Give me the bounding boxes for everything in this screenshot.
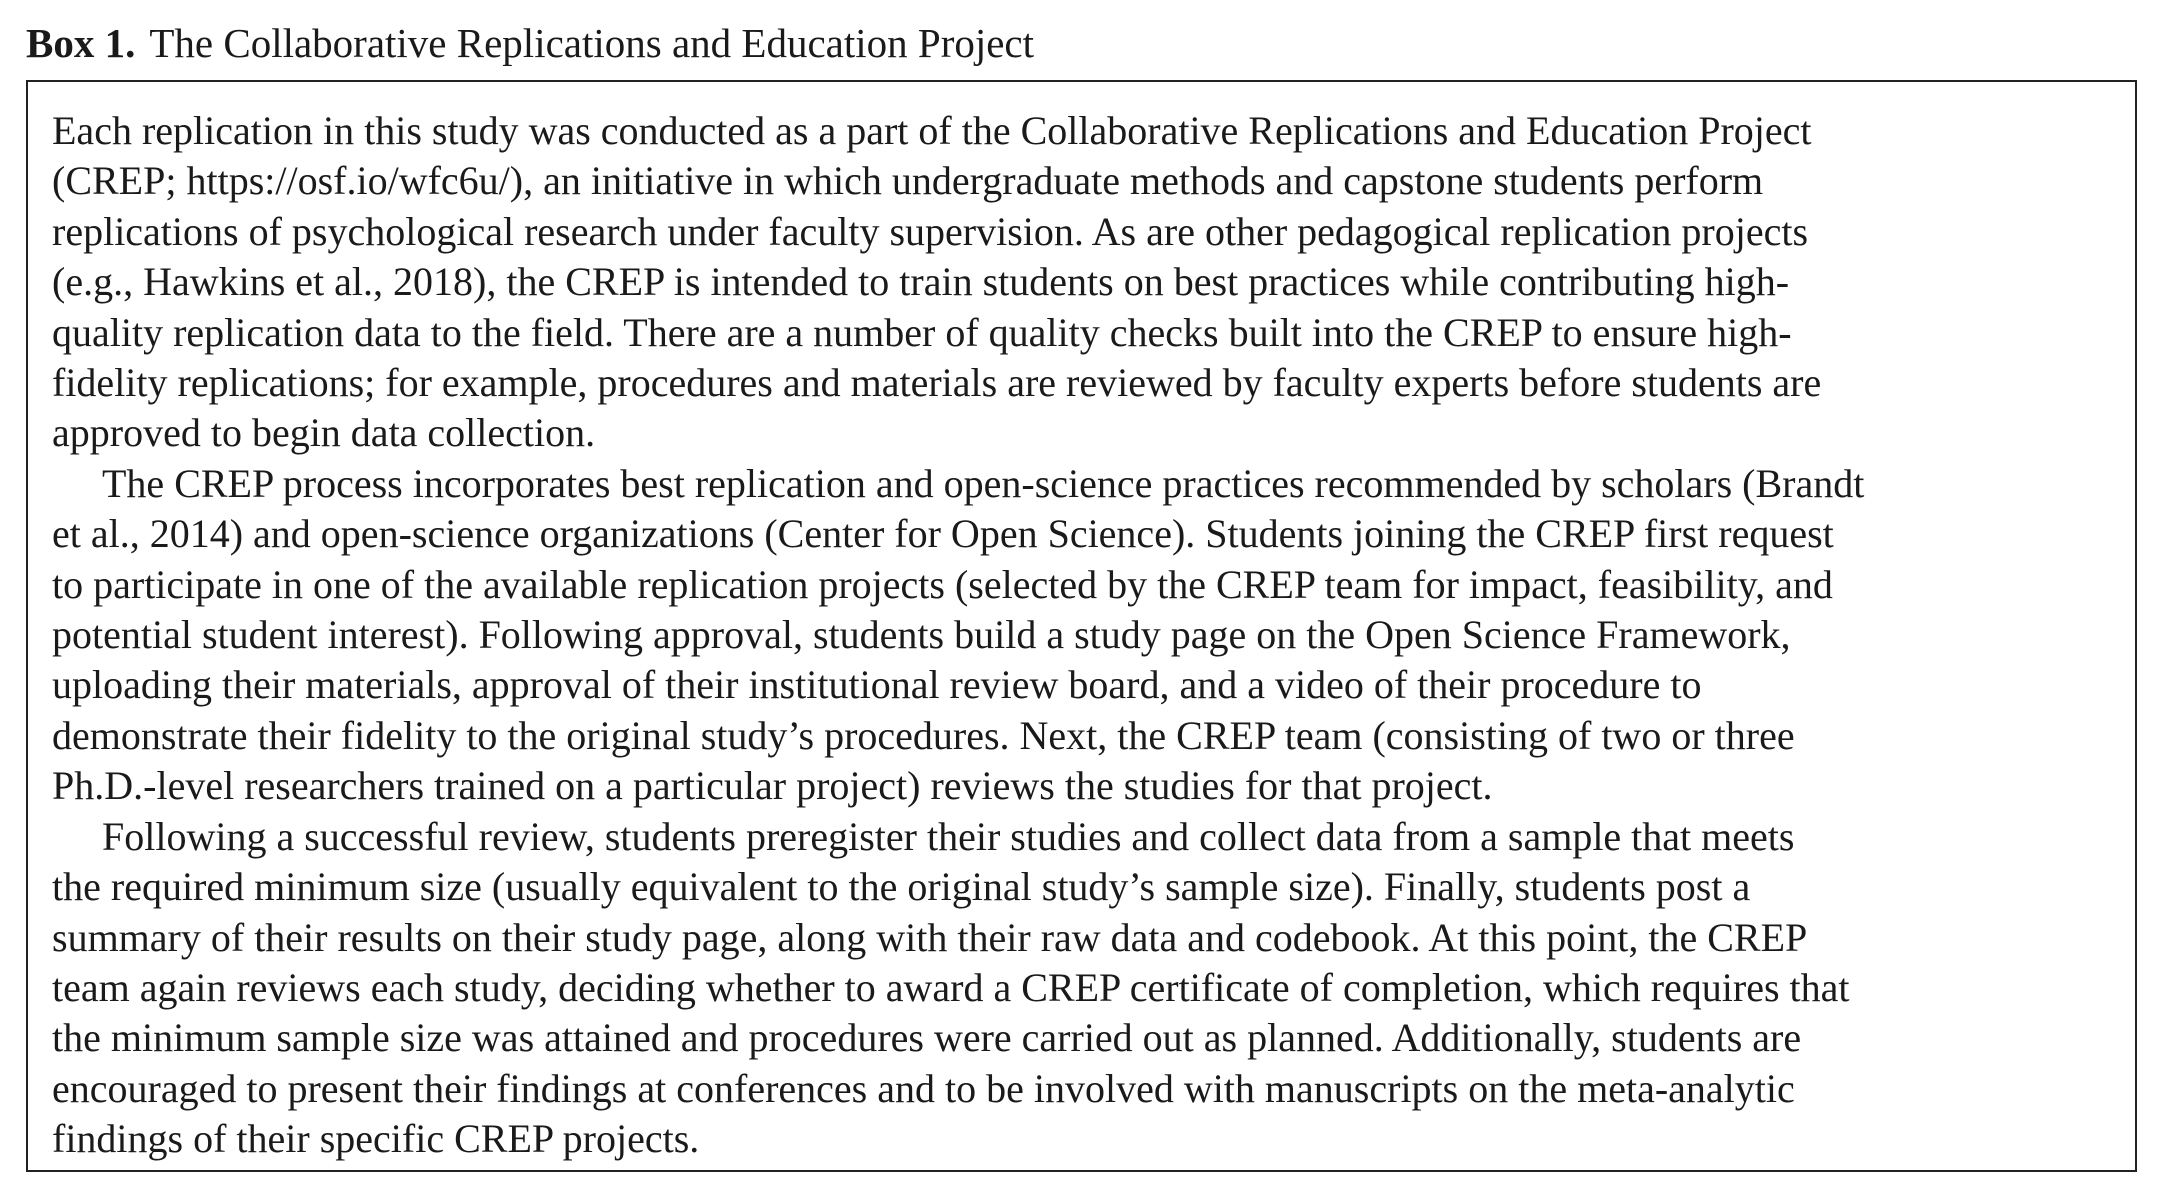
paragraph-2 [52, 459, 2122, 812]
text-line: the minimum sample size was attained and procedures were carried out as planned. Additionally, students are [52, 1015, 1802, 1061]
text-line: to participate in one of the available replication projects (selected by the CREP team for impact, feasibility, and [52, 561, 1833, 607]
paragraph-1 [52, 106, 2122, 459]
text-line: Following a successful review, students preregister their studies and collect data from a sample that meets [102, 813, 1795, 859]
text-line: summary of their results on their study page, along with their raw data and codebook. At this point, the CREP [52, 914, 1808, 960]
text-line: encouraged to present their findings at conferences and to be involved with manuscripts on the meta-analytic [52, 1065, 1795, 1111]
text-line: approved to begin data collection. [52, 410, 596, 456]
text-line: findings of their specific CREP projects. [52, 1116, 700, 1162]
text-line: Ph.D.-level researchers trained on a particular project) reviews the studies for that project. [52, 763, 1493, 809]
text-line: the required minimum size (usually equivalent to the original study’s sample size). Finally, students post a [52, 864, 1751, 910]
box-body [52, 106, 2122, 1165]
text-line: et al., 2014) and open-science organizations (Center for Open Science). Students joining the CREP first request [52, 511, 1834, 557]
text-line: quality replication data to the field. There are a number of quality checks built into the CREP to ensure high- [52, 309, 1792, 355]
text-line: (CREP; https://osf.io/wfc6u/), an initiative in which undergraduate methods and capstone students perform [52, 158, 1764, 204]
text-line: team again reviews each study, deciding whether to award a CREP certificate of completion, which requires that [52, 964, 1850, 1010]
text-line: fidelity replications; for example, procedures and materials are reviewed by faculty experts before students are [52, 360, 1822, 406]
box-heading [26, 14, 1034, 72]
text-line: Each replication in this study was conducted as a part of the Collaborative Replications and Education Project [52, 108, 1812, 153]
box-label: Box 1. [26, 20, 136, 66]
text-line: The CREP process incorporates best replication and open-science practices recommended by scholars (Brandt [102, 460, 1865, 506]
text-line: demonstrate their fidelity to the original study’s procedures. Next, the CREP team (consisting of two or three [52, 712, 1795, 758]
paragraph-3 [52, 812, 2122, 1165]
box-title: The Collaborative Replications and Education Project [149, 20, 1035, 66]
text-line: replications of psychological research under faculty supervision. As are other pedagogical replication projects [52, 208, 1809, 254]
text-line: (e.g., Hawkins et al., 2018), the CREP is intended to train students on best practices while contributing high- [52, 259, 1790, 305]
text-line: uploading their materials, approval of their institutional review board, and a video of their procedure to [52, 662, 1702, 708]
text-line: potential student interest). Following approval, students build a study page on the Open Science Framework, [52, 612, 1791, 658]
